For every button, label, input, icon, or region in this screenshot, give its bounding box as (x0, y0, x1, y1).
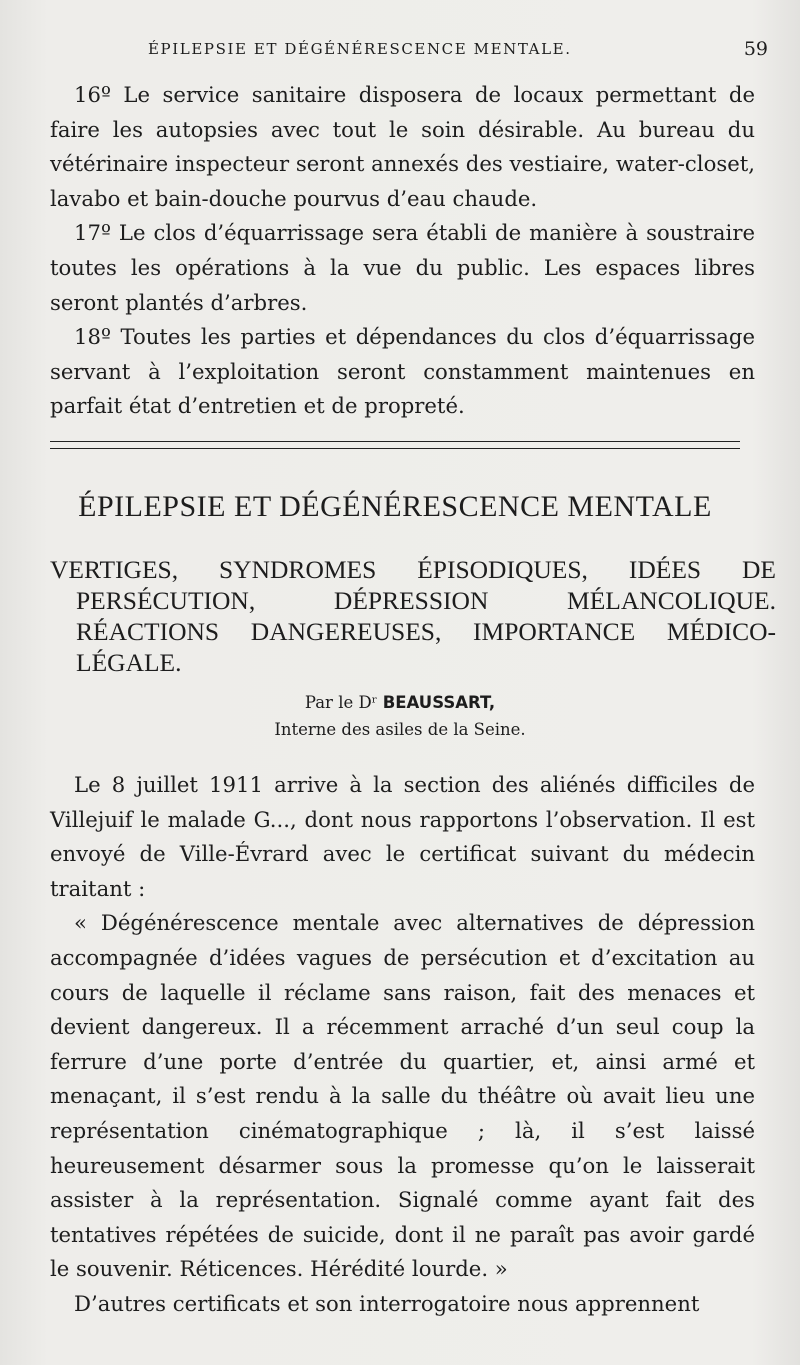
running-title: ÉPILEPSIE ET DÉGÉNÉRESCENCE MENTALE. (148, 40, 572, 58)
article-title: ÉPILEPSIE ET DÉGÉNÉRESCENCE MENTALE (78, 490, 712, 523)
section-separator (50, 438, 740, 454)
paragraph-16: 16º Le service sanitaire disposera de locaux permettant de faire les autopsies avec tout le soin désirable. Au bureau du vétérinaire inspecteur seront annexés des vestiaire, water-closet, lavabo et bain-douche pourvus d’eau chaude. (50, 82, 755, 211)
article-subtitle: VERTIGES, SYNDROMES ÉPISODIQUES, IDÉES DE PERSÉCUTION, DÉPRESSION MÉLANCOLIQUE. RÉACTIONS DANGEREUSES, IMPORTANCE MÉDICO-LÉGALE. (50, 555, 776, 677)
author-affiliation: Interne des asiles de la Seine. (274, 720, 526, 739)
certificate-quote: « Dégénérescence mentale avec alternatives de dépression accompagnée d’idées vagues de persécution et d’excitation au cours de laquelle il réclame sans raison, fait des menaces et devient dangereux. Il a récemment arraché d’un seul coup la ferrure d’une porte d’entrée du quartier, et, ainsi armé et menaçant, il s’est rendu à la salle du théâtre où avait lieu une représentation cinématographique ; là, il s’est laissé heureusement désarmer sous la promesse qu’on le laisserait assister à la représentation. Signalé comme ayant fait des tentatives répétées de suicide, dont il ne paraît pas avoir gardé le souvenir. Réticences. Hérédité lourde. » (50, 910, 755, 1282)
separator-rule-top (50, 441, 740, 442)
separator-rule-bottom (50, 448, 740, 449)
previous-article-end (50, 78, 755, 424)
page-number: 59 (743, 38, 768, 60)
paragraph-17: 17º Le clos d’équarrissage sera établi de manière à soustraire toutes les opérations à la vue du public. Les espaces libres seront plantés d’arbres. (50, 220, 755, 315)
author-name: BEAUSSART, (382, 693, 496, 712)
article-paragraph-1: Le 8 juillet 1911 arrive à la section des aliénés difficiles de Villejuif le malade G..., dont nous rapportons l’observation. Il est envoyé de Ville-Évrard avec le certificat suivant du médecin traitant : (50, 772, 755, 901)
article-body (50, 768, 755, 1322)
running-head (48, 38, 768, 62)
author-prefix: Par le Dʳ (304, 693, 378, 712)
author-line (50, 693, 750, 712)
article-paragraph-3: D’autres certificats et son interrogatoire nous apprennent (74, 1290, 700, 1316)
paragraph-18: 18º Toutes les parties et dépendances du clos d’équarrissage servant à l’exploitation seront constamment maintenues en parfait état d’entretien et de propreté. (50, 324, 755, 419)
